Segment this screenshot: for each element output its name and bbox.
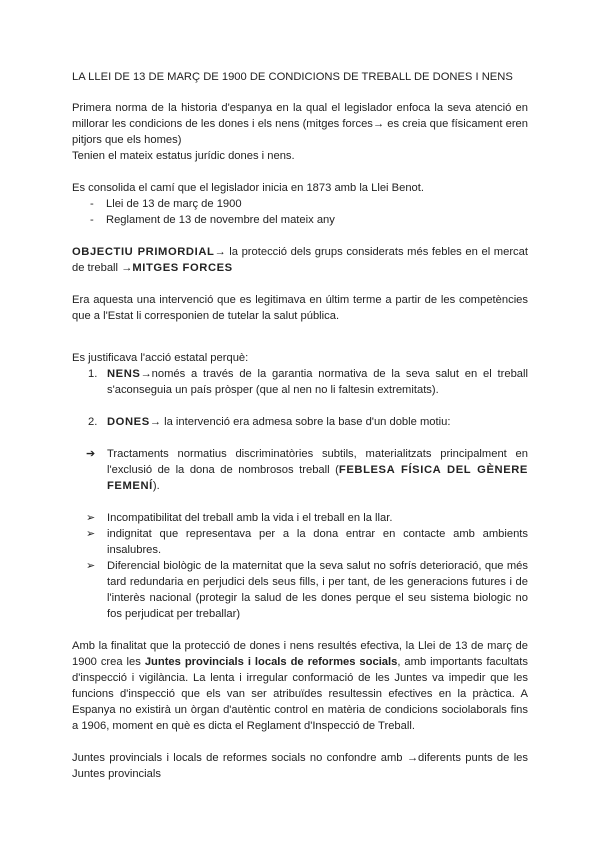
- motiu-text: indignitat que representava per a la dona entrar en contacte amb ambients insalubres.: [107, 528, 528, 556]
- finalitat-paragraph: [72, 638, 528, 734]
- consolida-paragraph: Es consolida el camí que el legislador inicia en 1873 amb la Llei Benot.: [72, 182, 424, 194]
- list-number: 1.: [88, 368, 98, 380]
- finalitat-text-b: , amb importants facultats d'inspecció i vigilància. La lenta i irregular conformació de les Juntes va impedir que les funcions d'inspecció que els van ser atribuïdes resultessin efectives en la pràctica. A Espanya no existirà un òrgan d'autèntic control en matèria de condicions sociolaborals fins a 1906, moment en què es dicta el Reglament d'Inspecció de Treball.: [72, 656, 528, 732]
- juntes-paragraph: Juntes provincials i locals de reformes socials no confondre amb →diferents punts de les Juntes provincials: [72, 752, 528, 780]
- list-item: [72, 558, 528, 622]
- tractaments-text: Tractaments normatius discriminatòries subtils, materialitzats principalment en l'exclusió de la dona de nombrosos treball (: [107, 448, 528, 476]
- mitges-forces-label: MITGES FORCES: [132, 262, 233, 274]
- list-number: 2.: [88, 416, 98, 428]
- objectiu-text: → la protecció dels grups considerats més febles en el mercat de treball →: [72, 246, 528, 274]
- objectiu-paragraph: [72, 244, 528, 276]
- list-item: - Reglament de 13 de novembre del mateix any: [72, 212, 528, 228]
- finalitat-text-a: Amb la finalitat que la protecció de dones i nens resultés efectiva, la Llei de 13 de març de 1900 crea les: [72, 640, 528, 668]
- dones-item: [72, 414, 528, 430]
- objectiu-label: OBJECTIU PRIMORDIAL: [72, 246, 215, 258]
- legitimava-paragraph: Era aquesta una intervenció que es legitimava en últim terme a partir de les competències que a l'Estat li corresponien de tutelar la salut pública.: [72, 294, 528, 322]
- arrowhead-bullet-icon: ➢: [86, 512, 96, 524]
- document-title: LA LLEI DE 13 DE MARÇ DE 1900 DE CONDICIONS DE TREBALL DE DONES I NENS: [72, 71, 513, 83]
- motiu-text: Diferencial biològic de la maternitat que la seva salut no sofrís deterioració, que més tard redundaria en perjudici dels seus fills, i per tant, de les generacions futures i de l'interès nacional (protegir la salud de les dones perque el seu sistema biologic no fos perjudicat per treballar): [107, 560, 528, 620]
- dones-label: DONES: [107, 416, 150, 428]
- arrow-bullet-icon: ➔: [86, 448, 96, 460]
- intro-paragraph: Primera norma de la historia d'espanya en la qual el legislador enfoca la seva atenció en millorar les condicions de les dones i els nens (mitges forces→ es creia que físicament eren pitjors que els homes): [72, 102, 528, 146]
- motiu-text: Incompatibilitat del treball amb la vida i el treball en la llar.: [107, 512, 393, 524]
- document-page: [72, 69, 528, 782]
- arrowhead-bullet-icon: ➢: [86, 528, 96, 540]
- list-item: - Llei de 13 de març de 1900: [72, 196, 528, 212]
- intro-status-line: Tenien el mateix estatus jurídic dones i nens.: [72, 150, 295, 162]
- laws-list: [72, 196, 528, 228]
- nens-text: →només a través de la garantia normativa de la seva salut en el treball s'aconseguia un país pròsper (que al nen no li faltesin extremitats).: [107, 368, 528, 396]
- tractaments-item: [72, 446, 528, 494]
- list-item: [72, 526, 528, 558]
- feblesa-label: FEBLESA FÍSICA DEL GÈNERE FEMENÍ: [107, 464, 528, 492]
- justificava-paragraph: Es justificava l'acció estatal perquè:: [72, 352, 249, 364]
- tractaments-end: ).: [152, 480, 160, 492]
- arrowhead-bullet-icon: ➢: [86, 560, 96, 572]
- nens-label: NENS: [107, 368, 141, 380]
- nens-item: [72, 366, 528, 398]
- dones-text: → la intervenció era admesa sobre la base d'un doble motiu:: [149, 416, 451, 428]
- list-item: [72, 510, 528, 526]
- juntes-label: Juntes provincials i locals de reformes socials: [144, 656, 398, 668]
